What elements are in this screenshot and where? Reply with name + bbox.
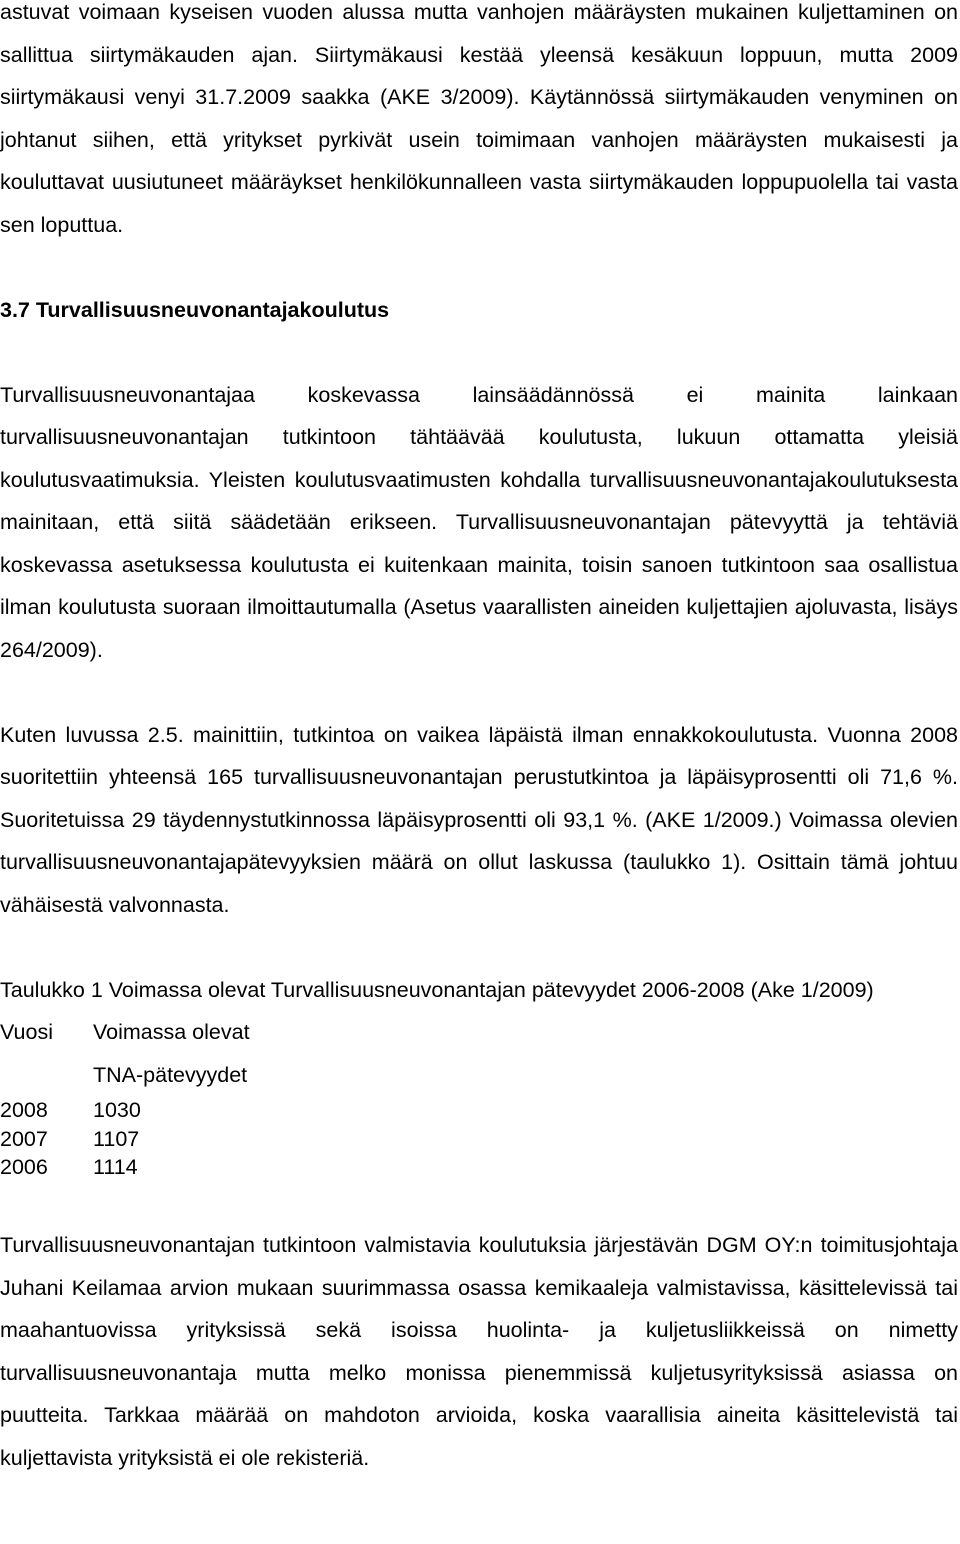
paragraph-legislation: Turvallisuusneuvonantajaa koskevassa lainsäädännössä ei mainita lainkaan turvallisuusneuvonantajan tutkintoon tähtäävää koulutusta, lukuun ottamatta yleisiä koulutusvaatimuksia. Yleisten koulutusvaatimusten kohdalla turvallisuusneuvonantajakoulutuksesta mainitaan, että siitä säädetään erikseen. Turvallisuusneuvonantajan pätevyyttä ja tehtäviä koskevassa asetuksessa koulutusta ei kuitenkaan mainita, toisin sanoen tutkintoon saa osallistua ilman koulutusta suoraan ilmoittautumalla (Asetus vaarallisten aineiden kuljettajien ajoluvasta, lisäys 264/2009).: [0, 382, 958, 662]
paragraph-spacer: [0, 246, 958, 289]
paragraph-interview: Turvallisuusneuvonantajan tutkintoon valmistavia koulutuksia järjestävän DGM OY:n toimitusjohtaja Juhani Keilamaa arvion mukaan suurimmassa osassa kemikaaleja valmistavissa, käsittelevissä tai maahantuovissa yrityksissä sekä isoissa huolinta- ja kuljetusliikkeissä on nimetty turvallisuusneuvonantaja mutta melko monissa pienemmissä kuljetusyrityksissä asiassa on puutteita. Tarkkaa määrää on mahdoton arvioida, koska vaarallisia aineita käsittelevistä tai kuljettavista yrityksistä ei ole rekisteriä.: [0, 1233, 958, 1470]
qualifications-table: [0, 1011, 250, 1182]
column-header-count: [93, 1011, 250, 1096]
column-header-count-line2: TNA-pätevyydet: [93, 1062, 248, 1087]
table-header-row: [0, 1011, 250, 1096]
paragraph-spacer: [0, 331, 958, 374]
paragraph-transition-period: astuvat voimaan kyseisen vuoden alussa mutta vanhojen määräysten mukainen kuljettaminen on sallittua siirtymäkauden ajan. Siirtymäkausi kestää yleensä kesäkuun loppuun, mutta 2009 siirtymäkausi venyi 31.7.2009 saakka (AKE 3/2009). Käytännössä siirtymäkauden venyminen on johtanut siihen, että yritykset pyrkivät usein toimimaan vanhojen määräysten mukaisesti ja kouluttavat uusiutuneet määräykset henkilökunnalleen vasta siirtymäkauden loppupuolella tai vasta sen loputtua.: [0, 0, 958, 237]
table-caption: Taulukko 1 Voimassa olevat Turvallisuusneuvonantajan pätevyydet 2006-2008 (Ake 1/2009): [0, 977, 874, 1002]
paragraph-statistics: Kuten luvussa 2.5. mainittiin, tutkintoa on vaikea läpäistä ilman ennakkokoulutusta. Vuonna 2008 suoritettiin yhteensä 165 turvallisuusneuvonantajan perustutkintoa ja läpäisyprosentti oli 71,6 %. Suoritetuissa 29 täydennystutkinnossa läpäisyprosentti oli 93,1 %. (AKE 1/2009.) Voimassa olevien turvallisuusneuvonantajapätevyyksien määrä on ollut laskussa (taulukko 1). Osittain tämä johtuu vähäisestä valvonnasta.: [0, 722, 958, 917]
column-header-year: Vuosi: [0, 1020, 53, 1044]
table-row: [0, 1096, 250, 1125]
cell-count: 1107: [93, 1126, 140, 1151]
table-row: [0, 1125, 250, 1154]
paragraph-spacer: [0, 1182, 958, 1225]
section-heading: 3.7 Turvallisuusneuvonantajakoulutus: [0, 297, 390, 322]
column-header-count-line1: Voimassa olevat: [93, 1020, 250, 1044]
table-row: [0, 1153, 250, 1182]
cell-count: 1030: [93, 1098, 141, 1122]
cell-year: 2007: [0, 1126, 48, 1151]
paragraph-spacer: [0, 671, 958, 714]
cell-year: 2008: [0, 1098, 48, 1122]
paragraph-spacer: [0, 926, 958, 969]
cell-year: 2006: [0, 1155, 48, 1179]
cell-count: 1114: [93, 1155, 138, 1179]
